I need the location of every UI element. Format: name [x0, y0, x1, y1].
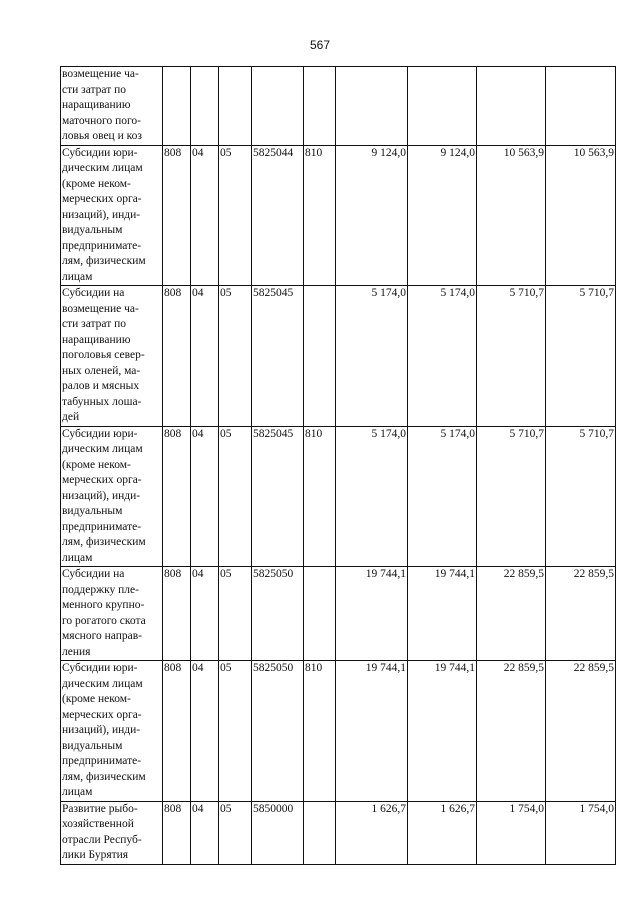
- cell-vr: [304, 286, 336, 427]
- cell-name: [61, 67, 163, 146]
- cell-amount-1: [336, 67, 408, 146]
- cell-gr: 808: [163, 286, 191, 427]
- cell-csr: 5850000: [252, 801, 304, 864]
- name-line: видуальным: [62, 505, 123, 517]
- name-line: лики Бурятия: [62, 849, 129, 861]
- name-line: дическим лицам: [62, 677, 143, 690]
- cell-amount-4: 22 859,5: [546, 661, 616, 802]
- name-line: лям, физическим: [62, 770, 146, 783]
- name-line: лицам: [62, 270, 93, 283]
- name-line: дическим лицам: [62, 162, 143, 174]
- cell-csr: 5825050: [252, 567, 304, 661]
- cell-amount-3: 5 710,7: [477, 286, 546, 427]
- name-line: лям, физическим: [62, 536, 146, 548]
- name-line: дическим лицам: [62, 443, 143, 455]
- cell-vr: 810: [304, 661, 336, 802]
- name-line: сти затрат по: [62, 83, 127, 96]
- name-line: ловья овец и коз: [62, 130, 142, 142]
- cell-amount-1: 19 744,1: [336, 567, 408, 661]
- table-row: [61, 286, 616, 427]
- cell-gr: 808: [163, 567, 191, 661]
- name-line: лицам: [62, 786, 93, 798]
- name-line: лицам: [62, 551, 93, 564]
- cell-pr: 05: [219, 145, 252, 286]
- name-line: низаций), инди-: [62, 489, 141, 502]
- cell-csr: 5825044: [252, 145, 304, 286]
- name-line: Субсидии юри-: [62, 427, 138, 440]
- name-line: низаций), инди-: [62, 208, 141, 221]
- name-line: Субсидии на: [62, 568, 125, 580]
- cell-amount-4: 5 710,7: [546, 426, 616, 567]
- table-row: [61, 67, 616, 146]
- cell-amount-2: [408, 67, 477, 146]
- cell-name: [61, 426, 163, 567]
- name-line: предпринимате-: [62, 520, 142, 533]
- cell-amount-2: 9 124,0: [408, 145, 477, 286]
- table-row: [61, 801, 616, 864]
- cell-pr: [219, 67, 252, 146]
- name-line: мясного направ-: [62, 630, 143, 642]
- cell-gr: 808: [163, 145, 191, 286]
- cell-rz: 04: [191, 145, 219, 286]
- cell-gr: [163, 67, 191, 146]
- cell-amount-2: 19 744,1: [408, 661, 477, 802]
- cell-amount-1: 5 174,0: [336, 426, 408, 567]
- cell-amount-1: 5 174,0: [336, 286, 408, 427]
- cell-pr: 05: [219, 801, 252, 864]
- name-line: Субсидии юри-: [62, 146, 138, 159]
- name-line: дей: [62, 411, 80, 423]
- name-line: мерческих орга-: [62, 708, 142, 721]
- cell-name: [61, 567, 163, 661]
- name-line: ных оленей, ма-: [62, 364, 141, 377]
- cell-amount-4: 10 563,9: [546, 145, 616, 286]
- name-line: ления: [62, 645, 91, 658]
- name-line: видуальным: [62, 224, 123, 236]
- cell-vr: [304, 67, 336, 146]
- name-line: (кроме неком-: [62, 177, 131, 190]
- cell-vr: [304, 801, 336, 864]
- cell-csr: [252, 67, 304, 146]
- table-row: [61, 145, 616, 286]
- name-line: видуальным: [62, 739, 123, 752]
- cell-amount-2: 1 626,7: [408, 801, 477, 864]
- cell-gr: 808: [163, 801, 191, 864]
- name-line: поддержку пле-: [62, 583, 139, 596]
- name-line: наращиванию: [62, 333, 131, 346]
- name-line: мерческих орга-: [62, 193, 142, 205]
- name-line: хозяйственной: [62, 818, 134, 830]
- cell-amount-3: 5 710,7: [477, 426, 546, 567]
- cell-gr: 808: [163, 661, 191, 802]
- cell-csr: 5825050: [252, 661, 304, 802]
- cell-rz: [191, 67, 219, 146]
- page-number: 567: [309, 38, 331, 52]
- budget-table: [60, 66, 616, 865]
- name-line: наращиванию: [62, 99, 131, 111]
- cell-amount-4: 1 754,0: [546, 801, 616, 864]
- name-line: маточного пого-: [62, 114, 141, 127]
- cell-vr: 810: [304, 426, 336, 567]
- cell-amount-4: [546, 67, 616, 146]
- cell-rz: 04: [191, 286, 219, 427]
- cell-amount-4: 5 710,7: [546, 286, 616, 427]
- name-line: менного крупно-: [62, 599, 145, 611]
- table-body: [61, 67, 616, 865]
- cell-rz: 04: [191, 567, 219, 661]
- cell-pr: 05: [219, 567, 252, 661]
- name-line: предпринимате-: [62, 239, 142, 252]
- name-line: лям, физическим: [62, 255, 146, 267]
- name-line: Субсидии на: [62, 287, 125, 299]
- cell-amount-4: 22 859,5: [546, 567, 616, 661]
- cell-pr: 05: [219, 426, 252, 567]
- cell-name: [61, 145, 163, 286]
- cell-amount-1: 19 744,1: [336, 661, 408, 802]
- cell-vr: 810: [304, 145, 336, 286]
- name-line: сти затрат по: [62, 318, 127, 330]
- cell-amount-2: 5 174,0: [408, 286, 477, 427]
- name-line: мерческих орга-: [62, 474, 142, 486]
- name-line: ралов и мясных: [62, 380, 140, 392]
- cell-amount-3: 10 563,9: [477, 145, 546, 286]
- cell-rz: 04: [191, 661, 219, 802]
- name-line: го рогатого скота: [62, 614, 146, 627]
- cell-gr: 808: [163, 426, 191, 567]
- cell-pr: 05: [219, 286, 252, 427]
- cell-amount-2: 5 174,0: [408, 426, 477, 567]
- cell-name: [61, 661, 163, 802]
- cell-rz: 04: [191, 801, 219, 864]
- name-line: отрасли Респуб-: [62, 833, 142, 846]
- name-line: (кроме неком-: [62, 458, 131, 471]
- cell-amount-2: 19 744,1: [408, 567, 477, 661]
- table-row: [61, 426, 616, 567]
- cell-amount-1: 9 124,0: [336, 145, 408, 286]
- name-line: табунных лоша-: [62, 395, 142, 408]
- cell-name: [61, 801, 163, 864]
- cell-csr: 5825045: [252, 286, 304, 427]
- cell-vr: [304, 567, 336, 661]
- name-line: низаций), инди-: [62, 724, 141, 736]
- table-row: [61, 661, 616, 802]
- cell-name: [61, 286, 163, 427]
- table-row: [61, 567, 616, 661]
- cell-rz: 04: [191, 426, 219, 567]
- name-line: предпринимате-: [62, 755, 142, 767]
- cell-amount-3: [477, 67, 546, 146]
- name-line: (кроме неком-: [62, 693, 131, 705]
- cell-amount-3: 1 754,0: [477, 801, 546, 864]
- cell-pr: 05: [219, 661, 252, 802]
- cell-csr: 5825045: [252, 426, 304, 567]
- name-line: поголовья север-: [62, 349, 145, 361]
- cell-amount-3: 22 859,5: [477, 661, 546, 802]
- name-line: Субсидии юри-: [62, 662, 138, 674]
- cell-amount-3: 22 859,5: [477, 567, 546, 661]
- name-line: возмещение ча-: [62, 68, 139, 80]
- cell-amount-1: 1 626,7: [336, 801, 408, 864]
- name-line: возмещение ча-: [62, 302, 139, 315]
- name-line: Развитие рыбо-: [62, 802, 138, 815]
